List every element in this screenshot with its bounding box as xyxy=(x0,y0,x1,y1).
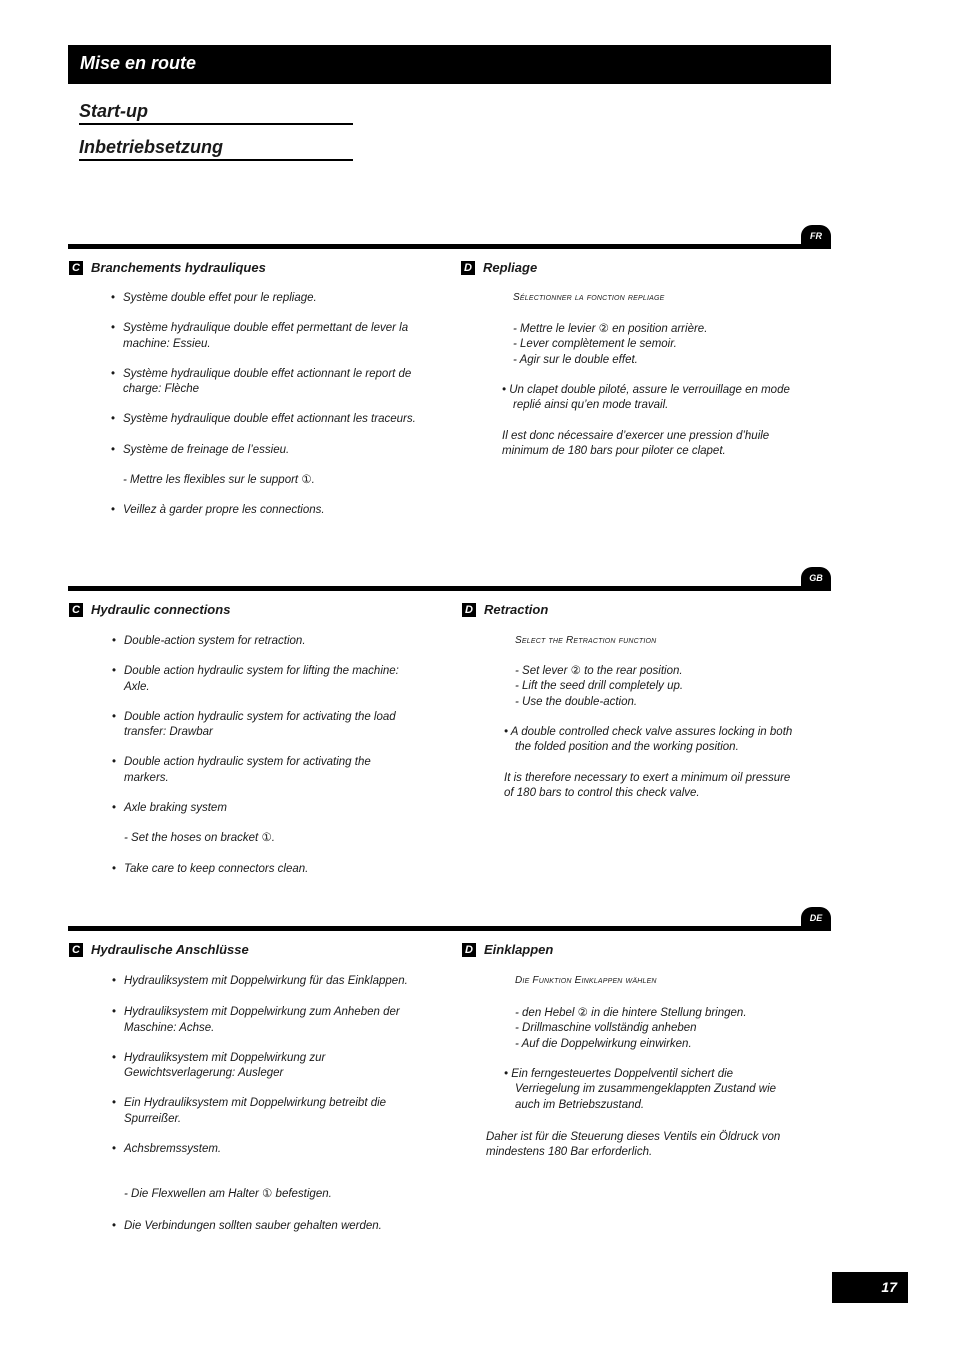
text-line: minimum de 180 bars pour piloter ce clapet. xyxy=(502,445,726,458)
fr-d-steps xyxy=(513,322,813,368)
step-item: - Drillmaschine vollständig anheben xyxy=(515,1022,697,1035)
step-item: - Lift the seed drill completely up. xyxy=(515,680,684,693)
list-item: • Système hydraulique double effet permettant de lever la machine: Essieu. xyxy=(111,321,421,352)
de-d-title: Einklappen xyxy=(484,942,554,957)
list-item: • Hydrauliksystem mit Doppelwirkung zur Gewichtsverlagerung: Ausleger xyxy=(112,1051,427,1082)
de-d-steps xyxy=(515,1006,815,1052)
page-number: 17 xyxy=(832,1272,908,1303)
gb-d-title: Retraction xyxy=(484,602,549,617)
text-line: auch im Betriebszustand. xyxy=(515,1098,645,1111)
text-line: the folded position and the working position. xyxy=(515,741,739,754)
text-line: Daher ist für die Steuerung dieses Ventils ein Öldruck von xyxy=(486,1131,781,1143)
text-line: • Un clapet double piloté, assure le verrouillage en mode xyxy=(502,384,790,396)
text-line: • A double controlled check valve assures locking in both xyxy=(504,726,793,738)
list-item: • Système hydraulique double effet actionnant le report de charge: Flèche xyxy=(111,367,421,398)
list-item: • Hydrauliksystem mit Doppelwirkung für das Einklappen. xyxy=(112,974,427,989)
letter-badge: C xyxy=(69,603,83,617)
de-d-heading xyxy=(462,942,553,958)
list-item: • Système double effet pour le repliage. xyxy=(111,291,421,306)
fr-c-list xyxy=(111,291,421,519)
gb-d-bullet xyxy=(504,725,824,756)
text-line: of 180 bars to control this check valve. xyxy=(504,787,700,800)
section-rule-de xyxy=(68,926,831,931)
list-item: - Die Flexwellen am Halter ① befestigen. xyxy=(124,1188,332,1201)
list-item: • Veillez à garder propre les connections. xyxy=(111,503,421,518)
list-item: • Take care to keep connectors clean. xyxy=(112,862,412,877)
list-item: - Mettre les flexibles sur le support ①. xyxy=(123,474,315,487)
gb-c-heading xyxy=(69,602,230,618)
text-line: It is therefore necessary to exert a minimum oil pressure xyxy=(504,772,791,784)
fr-d-heading xyxy=(461,260,537,276)
gb-d-subhead: Select the Retraction function xyxy=(515,635,657,646)
de-d-bullet xyxy=(504,1067,824,1113)
gb-d-heading xyxy=(462,602,548,618)
list-item: • Double-action system for retraction. xyxy=(112,634,412,649)
text-line: replié ainsi qu’en mode travail. xyxy=(513,399,669,412)
lang-tab-fr: FR xyxy=(801,225,831,246)
de-c-list xyxy=(112,974,427,1234)
step-item: - Auf die Doppelwirkung einwirken. xyxy=(515,1037,692,1050)
header-bar xyxy=(68,45,831,84)
subtitle-de: Inbetriebsetzung xyxy=(79,135,353,161)
gb-c-title: Hydraulic connections xyxy=(91,602,231,617)
list-item: • Système de freinage de l’essieu. xyxy=(111,443,421,458)
step-item: - Lever complètement le semoir. xyxy=(513,338,677,351)
list-item: • Die Verbindungen sollten sauber gehalten werden. xyxy=(112,1219,427,1234)
lang-tab-gb: GB xyxy=(801,567,831,588)
letter-badge: D xyxy=(461,261,475,275)
text-line: mindestens 180 Bar erforderlich. xyxy=(486,1146,653,1159)
fr-d-bullet xyxy=(502,383,822,414)
fr-c-heading xyxy=(69,260,266,276)
step-item: - Mettre le levier ② en position arrière. xyxy=(513,323,708,335)
section-rule-fr xyxy=(68,244,831,249)
de-c-title: Hydraulische Anschlüsse xyxy=(91,942,249,957)
list-item: • Ein Hydrauliksystem mit Doppelwirkung betreibt die Spurreißer. xyxy=(112,1096,427,1127)
letter-badge: C xyxy=(69,261,83,275)
lang-tab-de: DE xyxy=(801,907,831,928)
subtitle-gb: Start-up xyxy=(79,99,353,125)
de-d-subhead: Die Funktion Einklappen wählen xyxy=(515,975,657,986)
section-rule-gb xyxy=(68,586,831,591)
text-line: • Ein ferngesteuertes Doppelventil sichert die xyxy=(504,1068,734,1080)
step-item: - Use the double-action. xyxy=(515,695,638,708)
fr-d-title: Repliage xyxy=(483,260,538,275)
gb-d-note xyxy=(504,771,824,802)
list-item: • Système hydraulique double effet actionnant les traceurs. xyxy=(111,412,421,427)
list-item: • Axle braking system xyxy=(112,801,412,816)
text-line: Verriegelung im zusammengeklappten Zustand wie xyxy=(515,1083,777,1096)
de-c-heading xyxy=(69,942,249,958)
text-line: Il est donc nécessaire d’exercer une pression d’huile xyxy=(502,430,770,442)
letter-badge: D xyxy=(462,943,476,957)
list-item: • Double action hydraulic system for activating the markers. xyxy=(112,755,412,786)
gb-d-steps xyxy=(515,664,815,710)
fr-d-subhead: Sélectionner la fonction repliage xyxy=(513,292,665,303)
list-item: • Hydrauliksystem mit Doppelwirkung zum Anheben der Maschine: Achse. xyxy=(112,1005,427,1036)
letter-badge: D xyxy=(462,603,476,617)
list-item: • Double action hydraulic system for lifting the machine: Axle. xyxy=(112,664,412,695)
page-title: Mise en route xyxy=(80,53,197,73)
list-item: • Achsbremssystem. xyxy=(112,1142,427,1157)
fr-d-note xyxy=(502,429,822,460)
de-d-note xyxy=(486,1130,816,1161)
step-item: - den Hebel ② in die hintere Stellung bringen. xyxy=(515,1007,747,1019)
list-item: • Double action hydraulic system for activating the load transfer: Drawbar xyxy=(112,710,412,741)
gb-c-list xyxy=(112,634,412,877)
letter-badge: C xyxy=(69,943,83,957)
step-item: - Agir sur le double effet. xyxy=(513,353,638,366)
list-item: - Set the hoses on bracket ①. xyxy=(124,832,275,845)
step-item: - Set lever ② to the rear position. xyxy=(515,665,683,677)
fr-c-title: Branchements hydrauliques xyxy=(91,260,266,275)
